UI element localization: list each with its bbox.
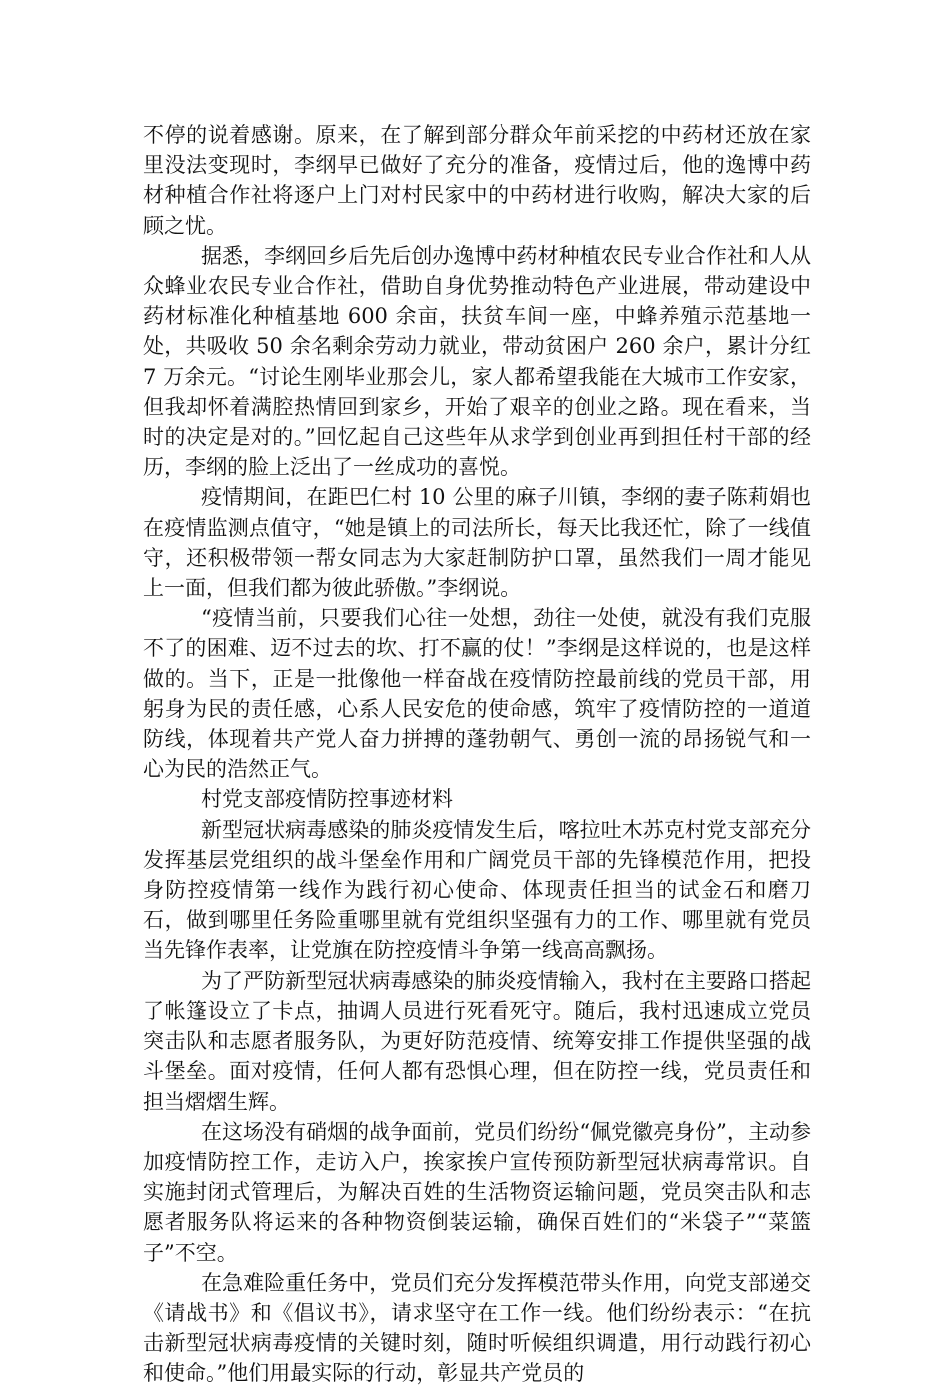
paragraph-7: 在这场没有硝烟的战争面前，党员们纷纷“佩党徽亮身份”，主动参加疫情防控工作，走访入户，挨家挨户宣传预防新型冠状病毒常识。自实施封闭式管理后，为解决百姓的生活物资运输问题，党员突击队和志愿者服务队将运来的各种物资倒装运输，确保百姓们的“米袋子”“菜篮子”不空。 [143, 1119, 811, 1265]
paragraph-3: 疫情期间，在距巴仁村 10 公里的麻子川镇，李纲的妻子陈莉娟也在疫情监测点值守，“她是镇上的司法所长，每天比我还忙，除了一线值守，还积极带领一帮女同志为大家赶制防护口罩，虽然我们一周才能见上一面，但我们都为彼此骄傲。”李纲说。 [143, 485, 811, 601]
section-heading: 村党支部疫情防控事迹材料 [201, 787, 453, 812]
paragraph-5: 新型冠状病毒感染的肺炎疫情发生后，喀拉吐木苏克村党支部充分发挥基层党组织的战斗堡垒作用和广阔党员干部的先锋模范作用，把投身防控疫情第一线作为践行初心使命、体现责任担当的试金石和磨刀石，做到哪里任务险重哪里就有党组织坚强有力的工作、哪里就有党员当先锋作表率，让党旗在防控疫情斗争第一线高高飘扬。 [143, 817, 811, 963]
document-body [143, 120, 811, 1389]
paragraph-4: “疫情当前，只要我们心往一处想，劲往一处使，就没有我们克服不了的困难、迈不过去的坎、打不赢的仗！”李纲是这样说的，也是这样做的。当下，正是一批像他一样奋战在疫情防控最前线的党员干部，用躬身为民的责任感，心系人民安危的使命感，筑牢了疫情防控的一道道防线，体现着共产党人奋力拼搏的蓬勃朝气、勇创一流的昂扬锐气和一心为民的浩然正气。 [143, 606, 811, 782]
paragraph-8: 在急难险重任务中，党员们充分发挥模范带头作用，向党支部递交《请战书》和《倡议书》，请求坚守在工作一线。他们纷纷表示：“在抗击新型冠状病毒疫情的关键时刻，随时听候组织调遣，用行动践行初心和使命。”他们用最实际的行动，彰显共产党员的 [143, 1270, 811, 1386]
paragraph-1: 不停的说着感谢。原来，在了解到部分群众年前采挖的中药材还放在家里没法变现时，李纲早已做好了充分的准备，疫情过后，他的逸博中药材种植合作社将逐户上门对村民家中的中药材进行收购，解决大家的后顾之忧。 [143, 123, 811, 238]
paragraph-2: 据悉，李纲回乡后先后创办逸博中药材种植农民专业合作社和人从众蜂业农民专业合作社，借助自身优势推动特色产业进展，带动建设中药材标准化种植基地 600 余亩，扶贫车间一座，中蜂养殖示范基地一处，共吸收 50 余名剩余劳动力就业，带动贫困户 260 余户，累计分红 7 万余元。“讨论生刚毕业那会儿，家人都希望我能在大城市工作安家，但我却怀着满腔热情回到家乡，开始了艰辛的创业之路。现在看来，当时的决定是对的。”回忆起自己这些年从求学到创业再到担任村干部的经历，李纲的脸上泛出了一丝成功的喜悦。 [143, 243, 811, 480]
paragraph-6: 为了严防新型冠状病毒感染的肺炎疫情输入，我村在主要路口搭起了帐篷设立了卡点，抽调人员进行死看死守。随后，我村迅速成立党员突击队和志愿者服务队，为更好防范疫情、统筹安排工作提供坚强的战斗堡垒。面对疫情，任何人都有恐惧心理，但在防控一线，党员责任和担当熠熠生辉。 [143, 968, 811, 1114]
